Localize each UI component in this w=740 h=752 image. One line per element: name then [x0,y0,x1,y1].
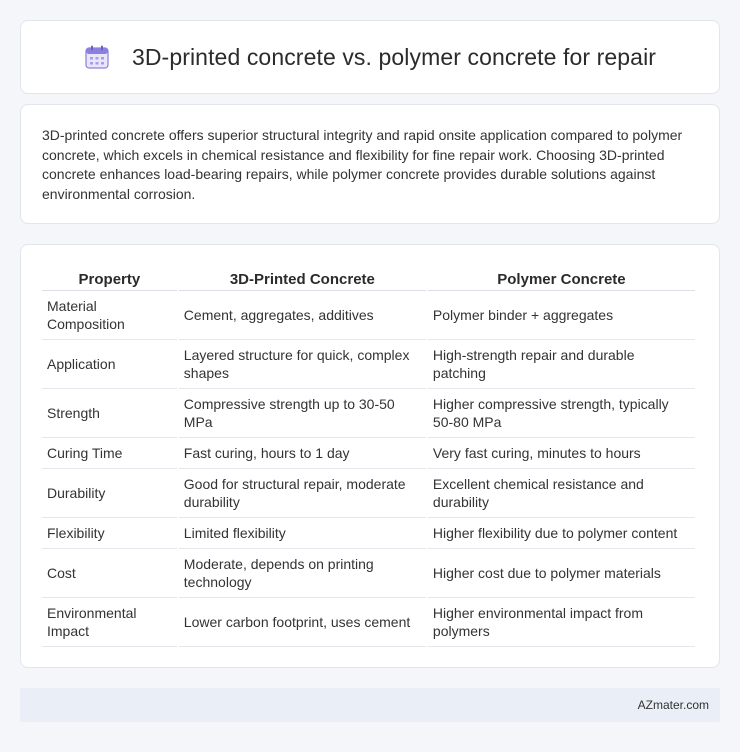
comparison-table [40,265,697,647]
table-row [42,518,695,549]
title-card [20,20,720,94]
table-cell-polymer: Higher flexibility due to polymer content [428,518,695,549]
column-header-property: Property [42,265,177,291]
table-row [42,438,695,469]
table-header-row [42,265,695,291]
table-cell-property: Cost [42,549,177,598]
table-cell-polymer: High-strength repair and durable patching [428,340,695,389]
table-row [42,340,695,389]
table-cell-3d-printed: Limited flexibility [179,518,426,549]
column-header-3d-printed: 3D-Printed Concrete [179,265,426,291]
table-cell-3d-printed: Layered structure for quick, complex shapes [179,340,426,389]
table-row [42,598,695,647]
table-row [42,389,695,438]
comparison-table-card [20,244,720,668]
table-cell-3d-printed: Compressive strength up to 30-50 MPa [179,389,426,438]
table-cell-polymer: Excellent chemical resistance and durability [428,469,695,518]
table-cell-3d-printed: Fast curing, hours to 1 day [179,438,426,469]
table-cell-property: Application [42,340,177,389]
footer-site-credit: AZmater.com [637,698,709,712]
table-cell-polymer: Higher cost due to polymer materials [428,549,695,598]
table-cell-polymer: Higher environmental impact from polymers [428,598,695,647]
table-row [42,549,695,598]
table-cell-property: Environmental Impact [42,598,177,647]
intro-paragraph: 3D-printed concrete offers superior structural integrity and rapid onsite application compared to polymer concrete, which excels in chemical resistance and flexibility for fine repair work. Choosing 3D-printed concrete enhances load-bearing repairs, while polymer concrete provides durable solutions against environmental corrosion. [42,127,683,202]
table-row [42,291,695,340]
table-cell-polymer: Very fast curing, minutes to hours [428,438,695,469]
footer-bar [20,688,720,722]
table-cell-polymer: Higher compressive strength, typically 50-80 MPa [428,389,695,438]
intro-card [20,104,720,224]
table-cell-polymer: Polymer binder + aggregates [428,291,695,340]
table-cell-property: Strength [42,389,177,438]
table-cell-3d-printed: Moderate, depends on printing technology [179,549,426,598]
table-cell-property: Curing Time [42,438,177,469]
table-cell-3d-printed: Good for structural repair, moderate durability [179,469,426,518]
table-cell-3d-printed: Lower carbon footprint, uses cement [179,598,426,647]
table-cell-3d-printed: Cement, aggregates, additives [179,291,426,340]
page-title: 3D-printed concrete vs. polymer concrete for repair [131,43,657,70]
column-header-polymer: Polymer Concrete [428,265,695,291]
calendar-icon [84,44,110,70]
table-row [42,469,695,518]
table-cell-property: Flexibility [42,518,177,549]
table-cell-property: Durability [42,469,177,518]
table-cell-property: Material Composition [42,291,177,340]
